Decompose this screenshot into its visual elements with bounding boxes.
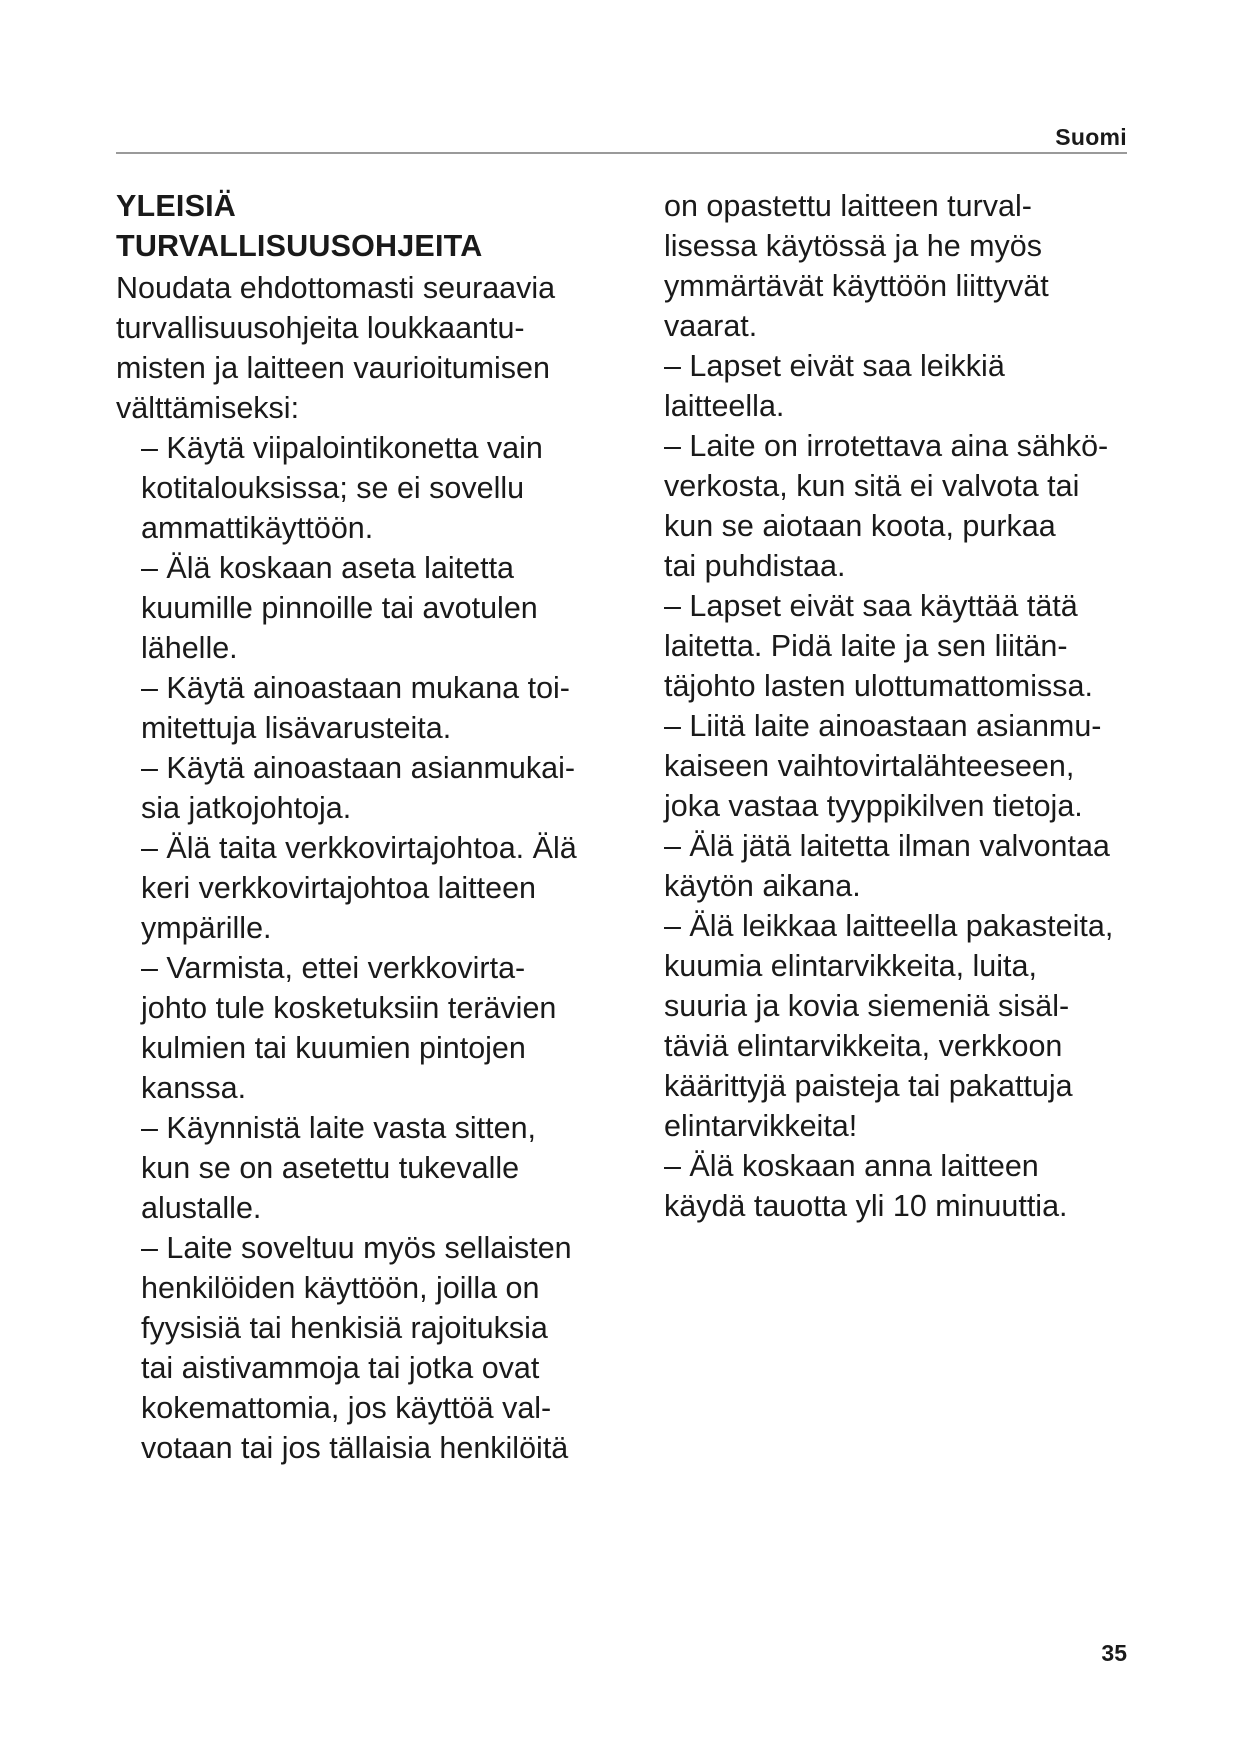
header-language: Suomi: [1055, 124, 1127, 150]
section-title: [116, 186, 636, 266]
safety-line: fyysisiä tai henkisiä rajoituksia: [141, 1311, 548, 1345]
safety-line: – Lapset eivät saa leikkiä: [664, 349, 1005, 383]
safety-line: henkilöiden käyttöön, joilla on: [141, 1271, 540, 1305]
safety-line: – Käytä ainoastaan mukana toi-: [141, 671, 570, 705]
safety-line: – Älä taita verkkovirtajohtoa. Älä: [141, 831, 577, 865]
safety-line: ympärille.: [141, 911, 272, 945]
intro-line: välttämiseksi:: [116, 391, 300, 425]
section-title-line: YLEISIÄ: [116, 189, 237, 223]
safety-line: tai puhdistaa.: [664, 549, 846, 583]
safety-line: kuumia elintarvikkeita, luita,: [664, 949, 1037, 983]
safety-line: ammattikäyttöön.: [141, 511, 374, 545]
safety-line: – Liitä laite ainoastaan asianmu-: [664, 709, 1102, 743]
safety-line: täviä elintarvikkeita, verkkoon: [664, 1029, 1063, 1063]
safety-line: johto tule kosketuksiin terävien: [141, 991, 557, 1025]
safety-line: kuumille pinnoille tai avotulen: [141, 591, 538, 625]
intro-line: misten ja laitteen vaurioitumisen: [116, 351, 550, 385]
intro-line: Noudata ehdottomasti seuraavia: [116, 271, 556, 305]
safety-line: täjohto lasten ulottumattomissa.: [664, 669, 1093, 703]
safety-list-left: [116, 428, 636, 1468]
safety-line: käärittyjä paisteja tai pakattuja: [664, 1069, 1073, 1103]
page-header: [116, 118, 1127, 154]
safety-line: kokemattomia, jos käyttöä val-: [141, 1391, 552, 1425]
safety-line: elintarvikkeita!: [664, 1109, 858, 1143]
safety-line: votaan tai jos tällaisia henkilöitä: [141, 1431, 569, 1465]
safety-line: lisessa käytössä ja he myös: [664, 229, 1043, 263]
safety-line: vaarat.: [664, 309, 758, 343]
safety-line: kulmien tai kuumien pintojen: [141, 1031, 526, 1065]
safety-line: – Käynnistä laite vasta sitten,: [141, 1111, 537, 1145]
safety-line: keri verkkovirtajohtoa laitteen: [141, 871, 536, 905]
safety-line: – Laite on irrotettava aina sähkö-: [664, 429, 1109, 463]
safety-line: kanssa.: [141, 1071, 247, 1105]
safety-line: kun se aiotaan koota, purkaa: [664, 509, 1056, 543]
safety-line: – Lapset eivät saa käyttää tätä: [664, 589, 1078, 623]
safety-line: – Käytä ainoastaan asianmukai-: [141, 751, 576, 785]
right-column: [664, 186, 1164, 1226]
safety-line: alustalle.: [141, 1191, 262, 1225]
safety-line: sia jatkojohtoja.: [141, 791, 352, 825]
safety-line: lähelle.: [141, 631, 238, 665]
section-title-line: TURVALLISUUSOHJEITA: [116, 229, 483, 263]
left-column: [116, 186, 636, 1468]
safety-line: – Käytä viipalointikonetta vain: [141, 431, 543, 465]
safety-line: – Laite soveltuu myös sellaisten: [141, 1231, 572, 1265]
header-divider: [116, 152, 1127, 154]
safety-line: joka vastaa tyyppikilven tietoja.: [664, 789, 1083, 823]
safety-line: – Älä jätä laitetta ilman valvontaa: [664, 829, 1110, 863]
safety-line: on opastettu laitteen turval-: [664, 189, 1032, 223]
safety-line: suuria ja kovia siemeniä sisäl-: [664, 989, 1070, 1023]
safety-line: kaiseen vaihtovirtalähteeseen,: [664, 749, 1075, 783]
safety-line: tai aistivammoja tai jotka ovat: [141, 1351, 540, 1385]
safety-line: verkosta, kun sitä ei valvota tai: [664, 469, 1080, 503]
safety-line: – Varmista, ettei verkkovirta-: [141, 951, 526, 985]
safety-line: ymmärtävät käyttöön liittyvät: [664, 269, 1049, 303]
page-number: 35: [1101, 1640, 1127, 1666]
safety-line: kotitalouksissa; se ei sovellu: [141, 471, 525, 505]
safety-line: – Älä koskaan anna laitteen: [664, 1149, 1039, 1183]
intro-paragraph: [116, 268, 636, 428]
safety-line: – Älä leikkaa laitteella pakasteita,: [664, 909, 1114, 943]
safety-line: – Älä koskaan aseta laitetta: [141, 551, 515, 585]
safety-line: laitteella.: [664, 389, 785, 423]
safety-line: laitetta. Pidä laite ja sen liitän-: [664, 629, 1068, 663]
safety-line: mitettuja lisävarusteita.: [141, 711, 452, 745]
intro-line: turvallisuusohjeita loukkaantu-: [116, 311, 525, 345]
safety-line: käytön aikana.: [664, 869, 861, 903]
safety-line: kun se on asetettu tukevalle: [141, 1151, 520, 1185]
safety-line: käydä tauotta yli 10 minuuttia.: [664, 1189, 1068, 1223]
